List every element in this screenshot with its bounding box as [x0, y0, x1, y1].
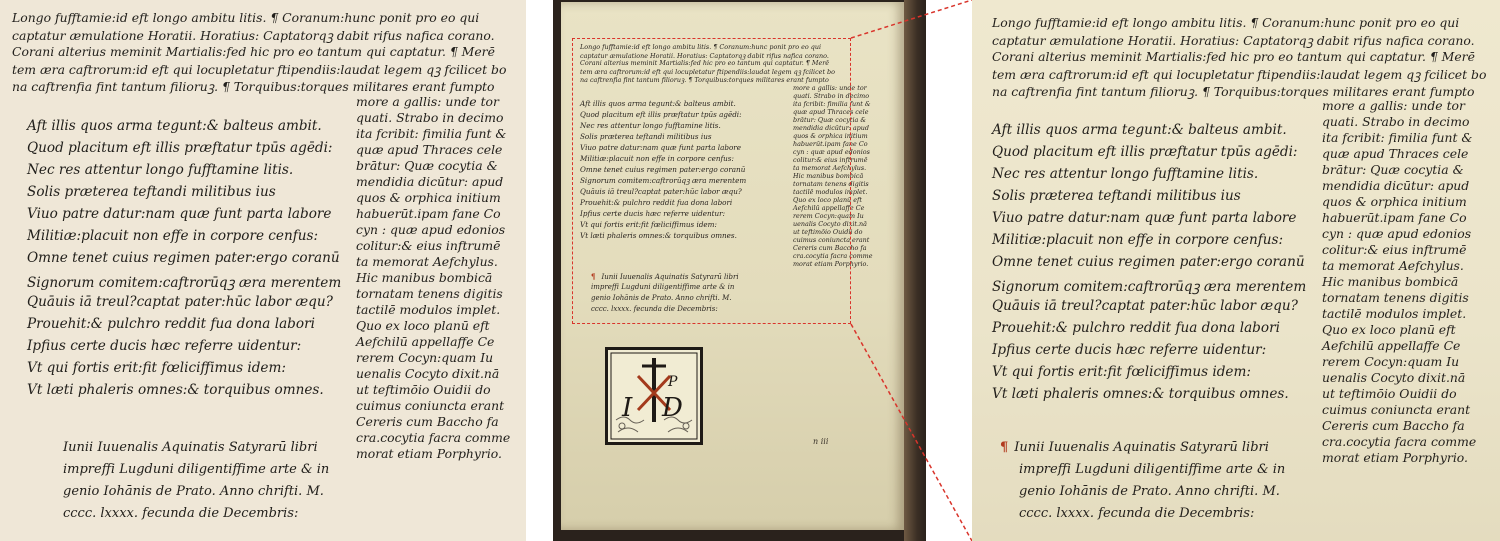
gloss-line: Hic manibus bombicā: [356, 270, 493, 285]
zoom-gloss-line: morat etiam Porphyrio.: [1322, 450, 1468, 465]
gloss-line: tornatam tenens digitis: [356, 286, 503, 301]
mini-gloss-line: ita fcribit: fimilia funt &: [793, 100, 871, 108]
book-binding: [904, 0, 926, 541]
verse-line: Prouehit:& pulchro reddit fua dona labori: [27, 316, 315, 332]
page-photo-panel: [553, 0, 926, 541]
colophon-line: cccc. lxxxx. fecunda die Decembris:: [63, 506, 299, 521]
zoom-gloss-line: rerem Cocyn:quam Iu: [1322, 354, 1460, 369]
mini-gloss-line: uenalis Cocyto dixit.nā: [793, 220, 867, 228]
mini-colophon-line: [591, 272, 739, 281]
mini-verse-line: Vt qui fortis erit:fit fœliciffimus idem:: [580, 220, 717, 229]
mini-verse-line: Ipfius certe ducis hæc referre uidentur:: [580, 209, 725, 218]
zoom-header-line: tem æra caftrorum:id eft qui locupletatur ftipendiis:laudat legem qꝫ fcilicet bo: [992, 67, 1487, 82]
header-line: captatur æmulatione Horatii. Horatius: Captatorqꝫ dabit rifus nafica corano.: [12, 28, 495, 43]
mini-gloss-line: quos & orphica initium: [793, 132, 868, 140]
zoom-gloss-line: Quo ex loco planū eft: [1322, 322, 1456, 337]
verse-line: Omne tenet cuius regimen pater:ergo coranū: [27, 250, 340, 266]
mini-colophon-line: cccc. lxxxx. fecunda die Decembris:: [591, 305, 718, 313]
zoom-colophon-line: cccc. lxxxx. fecunda die Decembris:: [1019, 506, 1255, 521]
gloss-line: rerem Cocyn:quam Iu: [356, 350, 494, 365]
zoom-verse-line: Quod placitum eft illis præftatur tpūs agēdi:: [992, 144, 1298, 160]
verse-line: Quod placitum eft illis præftatur tpūs agēdi:: [27, 140, 333, 156]
gloss-line: Quo ex loco planū eft: [356, 318, 490, 333]
gloss-line: uenalis Cocyto dixit.nā: [356, 366, 500, 381]
verse-line: Viuo patre datur:nam quæ funt parta labore: [27, 206, 332, 222]
zoom-gloss-line: habuerūt.ipam fane Co: [1322, 210, 1467, 225]
zoom-gloss-line: quos & orphica initium: [1322, 194, 1467, 209]
gloss-line: Cereris cum Baccho fa: [356, 414, 499, 429]
zoom-verse-line: Prouehit:& pulchro reddit fua dona labori: [992, 320, 1280, 336]
zoom-gloss-line: cra.cocytia facra comme: [1322, 434, 1477, 449]
zoom-gloss-line: ut teftimōio Ouidii do: [1322, 386, 1457, 401]
printer-mark-letter: P: [668, 374, 678, 390]
mini-header-line: na caftrenfia fint tantum filioruꝫ. ¶ Torquibus:torques militares erant fumpto: [580, 76, 829, 84]
mini-gloss-line: cra.cocytia facra comme: [793, 252, 873, 260]
verse-line: Quāuis iā treul?captat pater:hūc labor æqu?: [27, 294, 333, 310]
gloss-line: colitur:& eius inftrumē: [356, 238, 501, 253]
verse-line: Nec res attentur longo fufftamine litis.: [27, 162, 294, 178]
mini-gloss-line: Hic manibus bombicā: [793, 172, 864, 180]
mini-gloss-line: morat etiam Porphyrio.: [793, 260, 869, 268]
zoom-header-line: na caftrenfia fint tantum filioruꝫ. ¶ Torquibus:torques militares erant fumpto: [992, 84, 1475, 99]
mini-verse-line: Signorum comitem:caftrorūqꝫ æra merentem: [580, 176, 747, 185]
colophon-line: genio Iohānis de Prato. Anno chrifti. M.: [63, 484, 324, 499]
zoom-verse-line: Quāuis iā treul?captat pater:hūc labor æqu?: [992, 298, 1298, 314]
zoom-colophon-line: impreffi Lugduni diligentiffime arte & in: [1019, 462, 1286, 477]
gloss-line: cuimus coniuncta erant: [356, 398, 505, 413]
gloss-line: cyn : quæ apud edonios: [356, 222, 506, 237]
mini-gloss-line: cyn : quæ apud edonios: [793, 148, 870, 156]
zoom-gloss-line: ita fcribit: fimilia funt &: [1322, 130, 1473, 145]
zoom-gloss-line: colitur:& eius inftrumē: [1322, 242, 1467, 257]
mini-verse-line: Quod placitum eft illis præftatur tpūs agēdi:: [580, 110, 742, 119]
zoom-header-line: Longo fufftamie:id eft longo ambitu litis. ¶ Coranum:hunc ponit pro eo qui: [992, 15, 1460, 30]
colophon-line: Iunii Iuuenalis Aquinatis Satyrarū libri: [63, 440, 318, 455]
zoom-gloss-line: Hic manibus bombicā: [1322, 274, 1459, 289]
mini-gloss-line: tornatam tenens digitis: [793, 180, 869, 188]
gloss-line: mendidia dicūtur: apud: [356, 174, 504, 189]
zoom-gloss-line: tornatam tenens digitis: [1322, 290, 1469, 305]
gloss-line: tactilē modulos implet.: [356, 302, 501, 317]
zoom-gloss-line: brātur: Quæ cocytia &: [1322, 162, 1464, 177]
verse-line: Aft illis quos arma tegunt:& balteus ambit.: [27, 118, 322, 134]
gloss-line: brātur: Quæ cocytia &: [356, 158, 498, 173]
zoom-verse-line: Vt læti phaleris omnes:& torquibus omnes.: [992, 386, 1289, 402]
zoom-verse-line: Signorum comitem:caftrorūqꝫ æra merentem: [992, 279, 1307, 295]
zoom-verse-line: Aft illis quos arma tegunt:& balteus ambit.: [992, 122, 1287, 138]
mini-header-line: captatur æmulatione Horatii. Horatius: Captatorqꝫ dabit rifus nafica corano.: [580, 52, 829, 60]
mini-verse-line: Solis præterea teftandi militibus ius: [580, 132, 712, 141]
printer-mark-letter: I: [622, 393, 633, 423]
gloss-line: ita fcribit: fimilia funt &: [356, 126, 507, 141]
gloss-line: cra.cocytia facra comme: [356, 430, 511, 445]
gloss-line: morat etiam Porphyrio.: [356, 446, 502, 461]
zoom-gloss-line: Cereris cum Baccho fa: [1322, 418, 1465, 433]
zoom-header-line: Corani alterius meminit Martialis:fed hic pro eo tantum qui captatur. ¶ Merē: [992, 49, 1475, 64]
mini-gloss-line: Aefchilū appellaffe Ce: [793, 204, 865, 212]
zoom-gloss-line: tactilē modulos implet.: [1322, 306, 1467, 321]
mini-verse-line: Omne tenet cuius regimen pater:ergo coranū: [580, 165, 746, 174]
verse-line: Vt læti phaleris omnes:& torquibus omnes.: [27, 382, 324, 398]
zoom-gloss-line: ta memorat Aefchylus.: [1322, 258, 1464, 273]
mini-verse-line: Nec res attentur longo fufftamine litis.: [580, 121, 721, 130]
mini-gloss-line: habuerūt.ipam fane Co: [793, 140, 868, 148]
mini-gloss-line: rerem Cocyn:quam Iu: [793, 212, 864, 220]
header-line: Longo fufftamie:id eft longo ambitu litis. ¶ Coranum:hunc ponit pro eo qui: [12, 10, 480, 25]
zoom-gloss-line: cuimus coniuncta erant: [1322, 402, 1471, 417]
gloss-line: habuerūt.ipam fane Co: [356, 206, 501, 221]
verse-line: Militiæ:placuit non effe in corpore cenfus:: [27, 228, 319, 244]
zoom-colophon-line: [1000, 440, 1269, 455]
zoom-verse-line: Ipfius certe ducis hæc referre uidentur:: [992, 342, 1267, 358]
printer-mark-graphic: [608, 350, 700, 442]
mini-gloss-line: cuimus coniuncta erant: [793, 236, 870, 244]
verse-line: Solis præterea teftandi militibus ius: [27, 184, 276, 200]
gloss-line: quos & orphica initium: [356, 190, 501, 205]
mini-gloss-line: ut teftimōio Ouidii do: [793, 228, 863, 236]
header-line: na caftrenfia fint tantum filioruꝫ. ¶ Torquibus:torques militares erant fumpto: [12, 79, 495, 94]
verse-line: Ipfius certe ducis hæc referre uidentur:: [27, 338, 302, 354]
gloss-line: quæ apud Thraces cele: [356, 142, 503, 157]
mini-gloss-line: brātur: Quæ cocytia &: [793, 116, 867, 124]
zoom-gloss-line: more a gallis: unde tor: [1322, 98, 1465, 113]
mini-verse-line: Prouehit:& pulchro reddit fua dona labori: [580, 198, 733, 207]
zoom-verse-line: Vt qui fortis erit:fit fœliciffimus idem:: [992, 364, 1251, 380]
zoom-detail-panel: [972, 0, 1500, 541]
header-line: tem æra caftrorum:id eft qui locupletatur ftipendiis:laudat legem qꝫ fcilicet bo: [12, 62, 507, 77]
mini-header-line: Corani alterius meminit Martialis:fed hic pro eo tantum qui captatur. ¶ Merē: [580, 59, 830, 67]
mini-colophon-line: impreffi Lugduni diligentiffime arte & in: [591, 283, 735, 291]
zoom-gloss-line: quati. Strabo in decimo: [1322, 114, 1470, 129]
zoom-verse-line: Omne tenet cuius regimen pater:ergo coranū: [992, 254, 1305, 270]
transcription-panel: [0, 0, 526, 541]
rubric-pilcrow-icon: ¶: [1000, 440, 1009, 455]
zoom-colophon-line: genio Iohānis de Prato. Anno chrifti. M.: [1019, 484, 1280, 499]
gloss-line: Aefchilū appellaffe Ce: [356, 334, 495, 349]
mini-verse-line: Quāuis iā treul?captat pater:hūc labor æqu?: [580, 187, 742, 196]
gloss-line: more a gallis: unde tor: [356, 94, 499, 109]
zoom-gloss-line: uenalis Cocyto dixit.nā: [1322, 370, 1466, 385]
gloss-line: ta memorat Aefchylus.: [356, 254, 498, 269]
page-number: n iii: [813, 437, 829, 446]
mini-gloss-line: mendidia dicūtur: apud: [793, 124, 869, 132]
mini-gloss-line: quæ apud Thraces cele: [793, 108, 869, 116]
mini-gloss-line: ta memorat Aefchylus.: [793, 164, 867, 172]
zoom-verse-line: Solis præterea teftandi militibus ius: [992, 188, 1241, 204]
mini-gloss-line: more a gallis: unde tor: [793, 84, 867, 92]
mini-gloss-line: colitur:& eius inftrumē: [793, 156, 868, 164]
verse-line: Signorum comitem:caftrorūqꝫ æra merentem: [27, 275, 342, 291]
header-line: Corani alterius meminit Martialis:fed hic pro eo tantum qui captatur. ¶ Merē: [12, 44, 495, 59]
mini-header-line: Longo fufftamie:id eft longo ambitu litis. ¶ Coranum:hunc ponit pro eo qui: [580, 43, 821, 51]
gloss-line: ut teftimōio Ouidii do: [356, 382, 491, 397]
mini-gloss-line: Quo ex loco planū eft: [793, 196, 862, 204]
mini-verse-line: Viuo patre datur:nam quæ funt parta labore: [580, 143, 741, 152]
colophon-line: impreffi Lugduni diligentiffime arte & in: [63, 462, 330, 477]
mini-colophon-line: genio Iohānis de Prato. Anno chrifti. M.: [591, 294, 732, 302]
rubric-pilcrow-icon: ¶: [591, 272, 596, 281]
mini-gloss-line: Cereris cum Baccho fa: [793, 244, 867, 252]
zoom-gloss-line: quæ apud Thraces cele: [1322, 146, 1469, 161]
zoom-verse-line: Viuo patre datur:nam quæ funt parta labore: [992, 210, 1297, 226]
mini-gloss-line: quati. Strabo in decimo: [793, 92, 870, 100]
gloss-line: quati. Strabo in decimo: [356, 110, 504, 125]
verse-line: Vt qui fortis erit:fit fœliciffimus idem:: [27, 360, 286, 376]
zoom-gloss-line: Aefchilū appellaffe Ce: [1322, 338, 1461, 353]
mini-colophon-text: Iunii Iuuenalis Aquinatis Satyrarū libri: [601, 273, 739, 281]
printer-mark-icon: [605, 347, 703, 445]
zoom-colophon-text: Iunii Iuuenalis Aquinatis Satyrarū libri: [1014, 440, 1269, 455]
mini-verse-line: Vt læti phaleris omnes:& torquibus omnes.: [580, 231, 737, 240]
mini-gloss-line: tactilē modulos implet.: [793, 188, 868, 196]
mini-header-line: tem æra caftrorum:id eft qui locupletatur ftipendiis:laudat legem qꝫ fcilicet bo: [580, 68, 835, 76]
zoom-verse-line: Militiæ:placuit non effe in corpore cenfus:: [992, 232, 1284, 248]
zoom-verse-line: Nec res attentur longo fufftamine litis.: [992, 166, 1259, 182]
printer-mark-letter: D: [662, 393, 683, 423]
zoom-header-line: captatur æmulatione Horatii. Horatius: Captatorqꝫ dabit rifus nafica corano.: [992, 33, 1475, 48]
mini-verse-line: Militiæ:placuit non effe in corpore cenfus:: [580, 154, 734, 163]
zoom-gloss-line: cyn : quæ apud edonios: [1322, 226, 1472, 241]
zoom-gloss-line: mendidia dicūtur: apud: [1322, 178, 1470, 193]
mini-verse-line: Aft illis quos arma tegunt:& balteus ambit.: [580, 99, 736, 108]
